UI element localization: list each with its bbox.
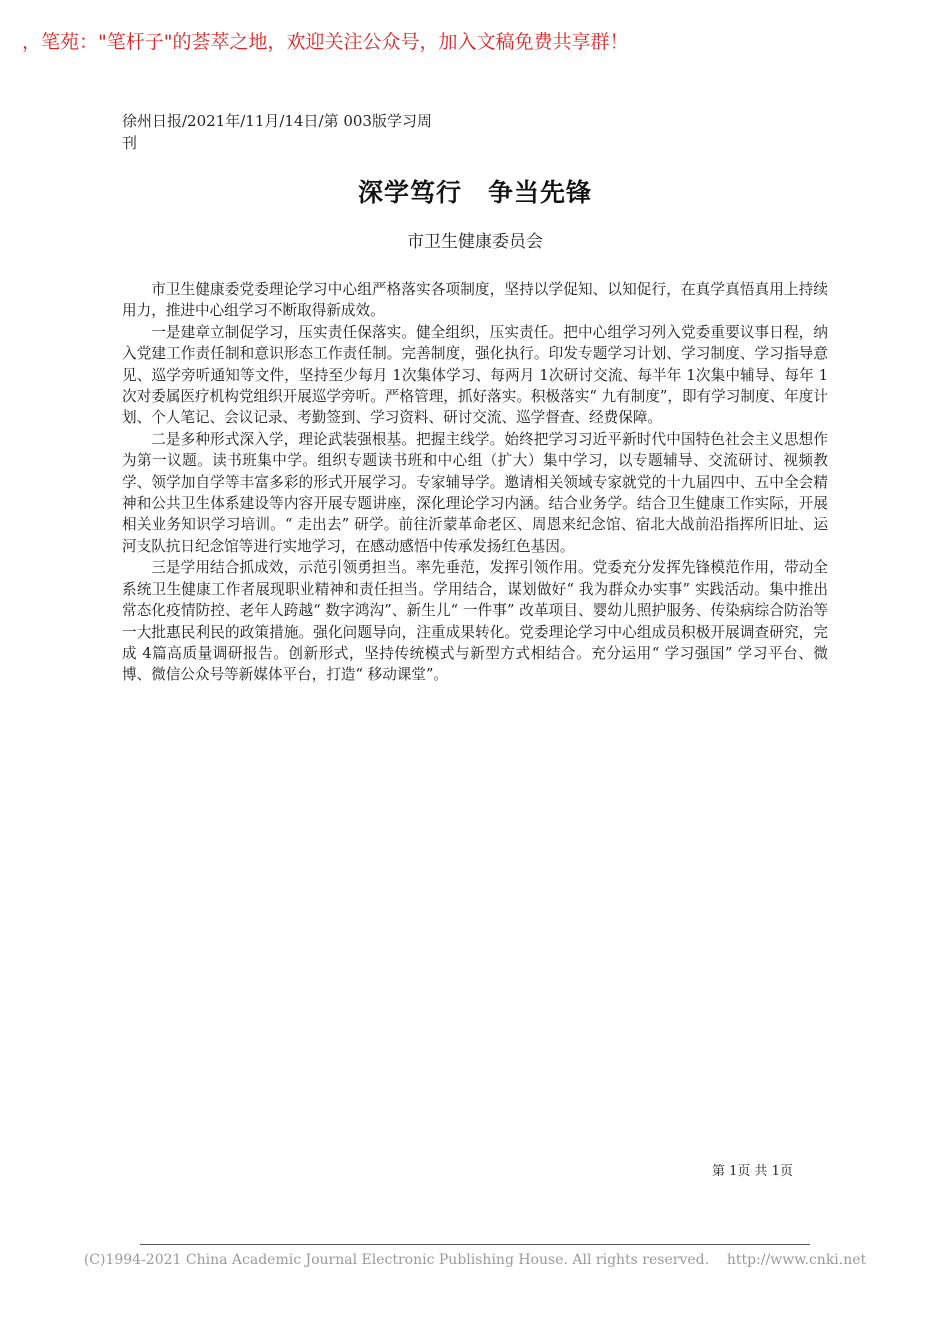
- article-title: 深学笃行 争当先锋: [357, 178, 592, 207]
- footer-divider: [140, 1244, 810, 1245]
- page-number: 第 1页 共 1页: [712, 1164, 793, 1179]
- article-author: 市卫生健康委员会: [407, 232, 543, 252]
- paragraph-intro: 市卫生健康委党委理论学习中心组严格落实各项制度，坚持以学促知、以知促行，在真学真悟真用上持续用力，推进中心组学习不断取得新成效。: [122, 281, 828, 320]
- paragraph-one: 一是建章立制促学习，压实责任保落实。健全组织，压实责任。把中心组学习列入党委重要议事日程，纳入党建工作责任制和意识形态工作责任制。完善制度，强化执行。印发专题学习计划、学习制度、学习指导意见、巡学旁听通知等文件，坚持至少每月 1次集体学习、每两月 1次研讨交流、每半年 1次集中辅导、每年 1次对委属医疗机构党组织开展巡学旁听。严格管理，抓好落实。积极落实“ 九有制度”，即有学习制度、年度计划、个人笔记、会议记录、考勤签到、学习资料、研讨交流、巡学督查、经费保障。: [122, 323, 828, 427]
- article-body: [122, 279, 828, 686]
- paragraph-two: 二是多种形式深入学，理论武装强根基。把握主线学。始终把学习习近平新时代中国特色社会主义思想作为第一议题。读书班集中学。组织专题读书班和中心组（扩大）集中学习，以专题辅导、交流研讨、视频教学、领学加自学等丰富多彩的形式开展学习。专家辅导学。邀请相关领域专家就党的十九届四中、五中全会精神和公共卫生体系建设等内容开展专题讲座，深化理论学习内涵。结合业务学。结合卫生健康工作实际，开展相关业务知识学习培训。“ 走出去” 研学。前往沂蒙革命老区、周恩来纪念馆、宿北大战前沿指挥所旧址、运河支队抗日纪念馆等进行实地学习，在感动感悟中传承发扬红色基因。: [122, 430, 828, 555]
- paragraph-three: 三是学用结合抓成效，示范引领勇担当。率先垂范，发挥引领作用。党委充分发挥先锋模范作用，带动全系统卫生健康工作者展现职业精神和责任担当。学用结合，谋划做好“ 我为群众办实事” 实践活动。集中推出常态化疫情防控、老年人跨越“ 数字鸿沟”、新生儿“ 一件事” 改革项目、婴幼儿照护服务、传染病综合防治等一大批惠民利民的政策措施。强化问题导向，注重成果转化。党委理论学习中心组成员积极开展调查研究，完成 4篇高质量调研报告。创新形式，坚持传统模式与新型方式相结合。充分运用“ 学习强国” 学习平台、微博、微信公众号等新媒体平台，打造“ 移动课堂”。: [122, 559, 828, 684]
- promo-banner: ，笔苑："笔杆子"的荟萃之地，欢迎关注公众号，加入文稿免费共享群！: [22, 31, 629, 53]
- copyright-footer: (C)1994-2021 China Academic Journal Electronic Publishing House. All rights reserved. http://www.cnki.net: [83, 1252, 867, 1268]
- source-citation: 徐州日报/2021年/11月/14日/第 003版学习周刊: [122, 112, 432, 152]
